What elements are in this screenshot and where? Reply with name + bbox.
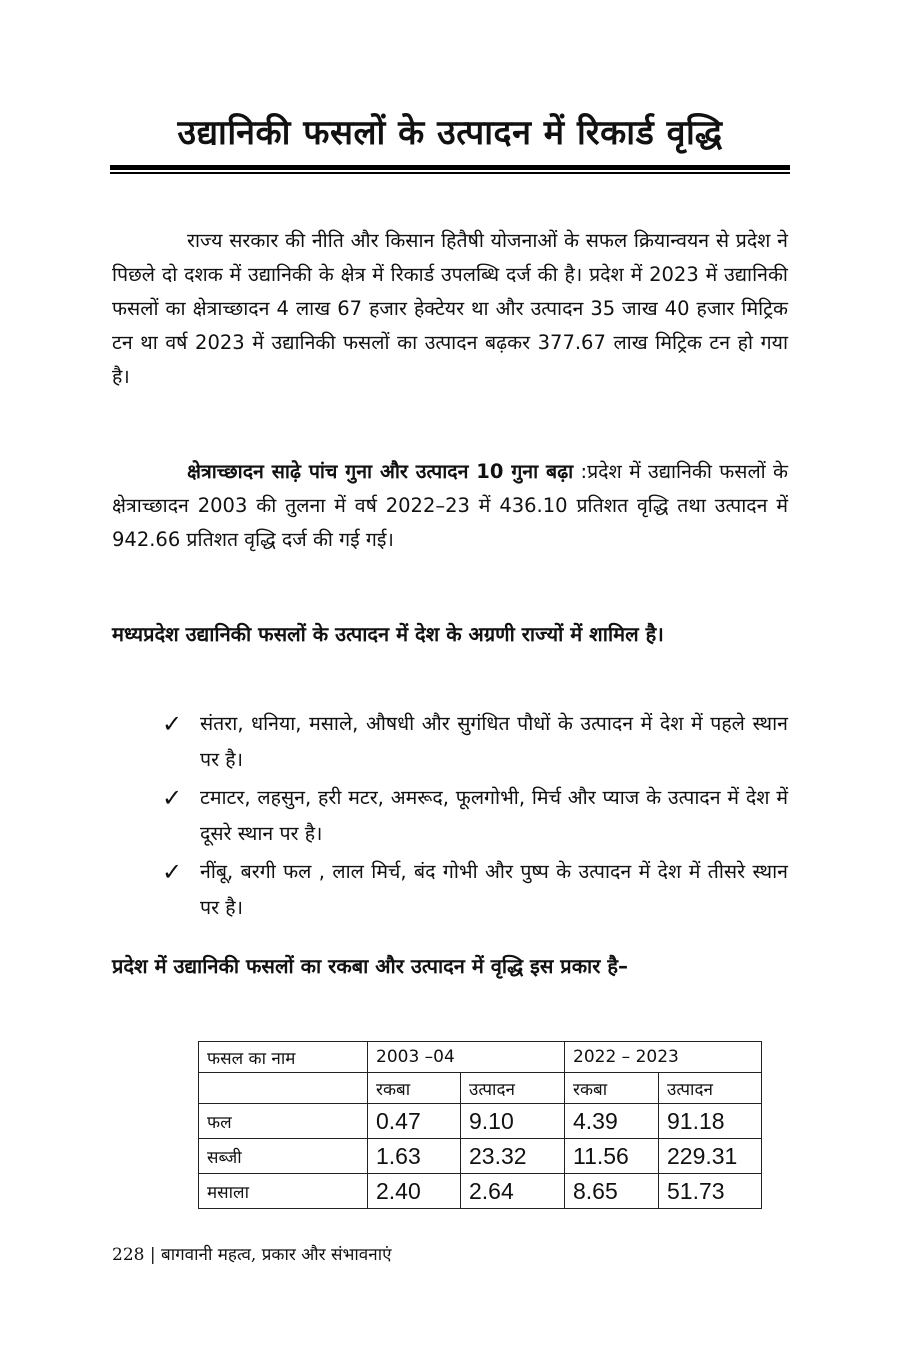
title-underline [110,165,790,174]
value-cell: 9.10 [461,1104,565,1139]
check-icon: ✓ [162,784,183,812]
value-cell: 91.18 [659,1104,762,1139]
growth-text: :प्रदेश में उद्यानिकी फसलों के क्षेत्राच्छादन 2003 की तुलना में वर्ष 2022–23 में 436.10 प्रतिशत वृद्धि तथा उत्पादन में 942.66 प्रतिशत वृद्धि दर्ज की गई गई। [112,460,788,551]
value-cell: 51.73 [659,1174,762,1209]
table-subheader-row [199,1073,762,1104]
value-cell: 229.31 [659,1139,762,1174]
ranking-list [160,706,788,928]
subheader-cell: उत्पादन [461,1073,565,1104]
growth-paragraph [112,455,788,557]
list-item: ✓ टमाटर, लहसुन, हरी मटर, अमरूद, फूलगोभी, मिर्च और प्याज के उत्पादन में देश में दूसरे स्थान पर है। [160,780,788,852]
leading-states-heading: मध्यप्रदेश उद्यानिकी फसलों के उत्पादन में देश के अग्रणी राज्यों में शामिल है। [112,622,664,646]
intro-paragraph: राज्य सरकार की नीति और किसान हितैषी योजनाओं के सफल क्रियान्वयन से प्रदेश ने पिछले दो दशक में उद्यानिकी के क्षेत्र में रिकार्ड उपलब्धि दर्ज की है। प्रदेश में 2023 में उद्यानिकी फसलों का क्षेत्राच्छादन 4 लाख 67 हजार हेक्टेयर था और उत्पादन 35 जाख 40 हजार मिट्रिक टन था वर्ष 2023 में उद्यानिकी फसलों का उत्पादन बढ़कर 377.67 लाख मिट्रिक टन हो गया है। [112,229,788,388]
period-header: 2022 – 2023 [565,1042,762,1073]
value-cell: 1.63 [368,1139,461,1174]
value-cell: 2.64 [461,1174,565,1209]
subheader-cell: उत्पादन [659,1073,762,1104]
value-cell: 23.32 [461,1139,565,1174]
value-cell: 2.40 [368,1174,461,1209]
value-cell: 0.47 [368,1104,461,1139]
subheader-cell: रकबा [565,1073,659,1104]
page-title: उद्यानिकी फसलों के उत्पादन में रिकार्ड वृद्धि [177,113,723,153]
check-icon: ✓ [162,858,183,886]
value-cell: 4.39 [565,1104,659,1139]
table-row [199,1174,762,1209]
growth-lead: क्षेत्राच्छादन साढ़े पांच गुना और उत्पादन 10 गुना बढ़ा [187,460,574,483]
rule-thick [110,165,790,170]
table-row [199,1104,762,1139]
page-footer: 228 | बागवानी महत्व, प्रकार और संभावनाएं [112,1245,392,1265]
table-cell [199,1073,368,1104]
crop-data-table [198,1041,762,1209]
crop-name-cell: मसाला [199,1174,368,1209]
crop-name-cell: फल [199,1104,368,1139]
period-header: 2003 –04 [368,1042,565,1073]
crop-name-cell: सब्जी [199,1139,368,1174]
table-header-row [199,1042,762,1073]
area-production-heading: प्रदेश में उद्यानिकी फसलों का रकबा और उत्पादन में वृद्धि इस प्रकार है– [112,954,628,978]
list-item: ✓ नींबू, बरगी फल , लाल मिर्च, बंद गोभी और पुष्प के उत्पादन में देश में तीसरे स्थान पर है। [160,854,788,926]
subheader-cell: रकबा [368,1073,461,1104]
rule-thin [110,172,790,174]
value-cell: 11.56 [565,1139,659,1174]
list-item: ✓ संतरा, धनिया, मसाले, औषधी और सुगंधित पौधों के उत्पादन में देश में पहले स्थान पर है। [160,706,788,778]
crop-name-header: फसल का नाम [199,1042,368,1073]
value-cell: 8.65 [565,1174,659,1209]
table-row [199,1139,762,1174]
check-icon: ✓ [162,710,183,738]
